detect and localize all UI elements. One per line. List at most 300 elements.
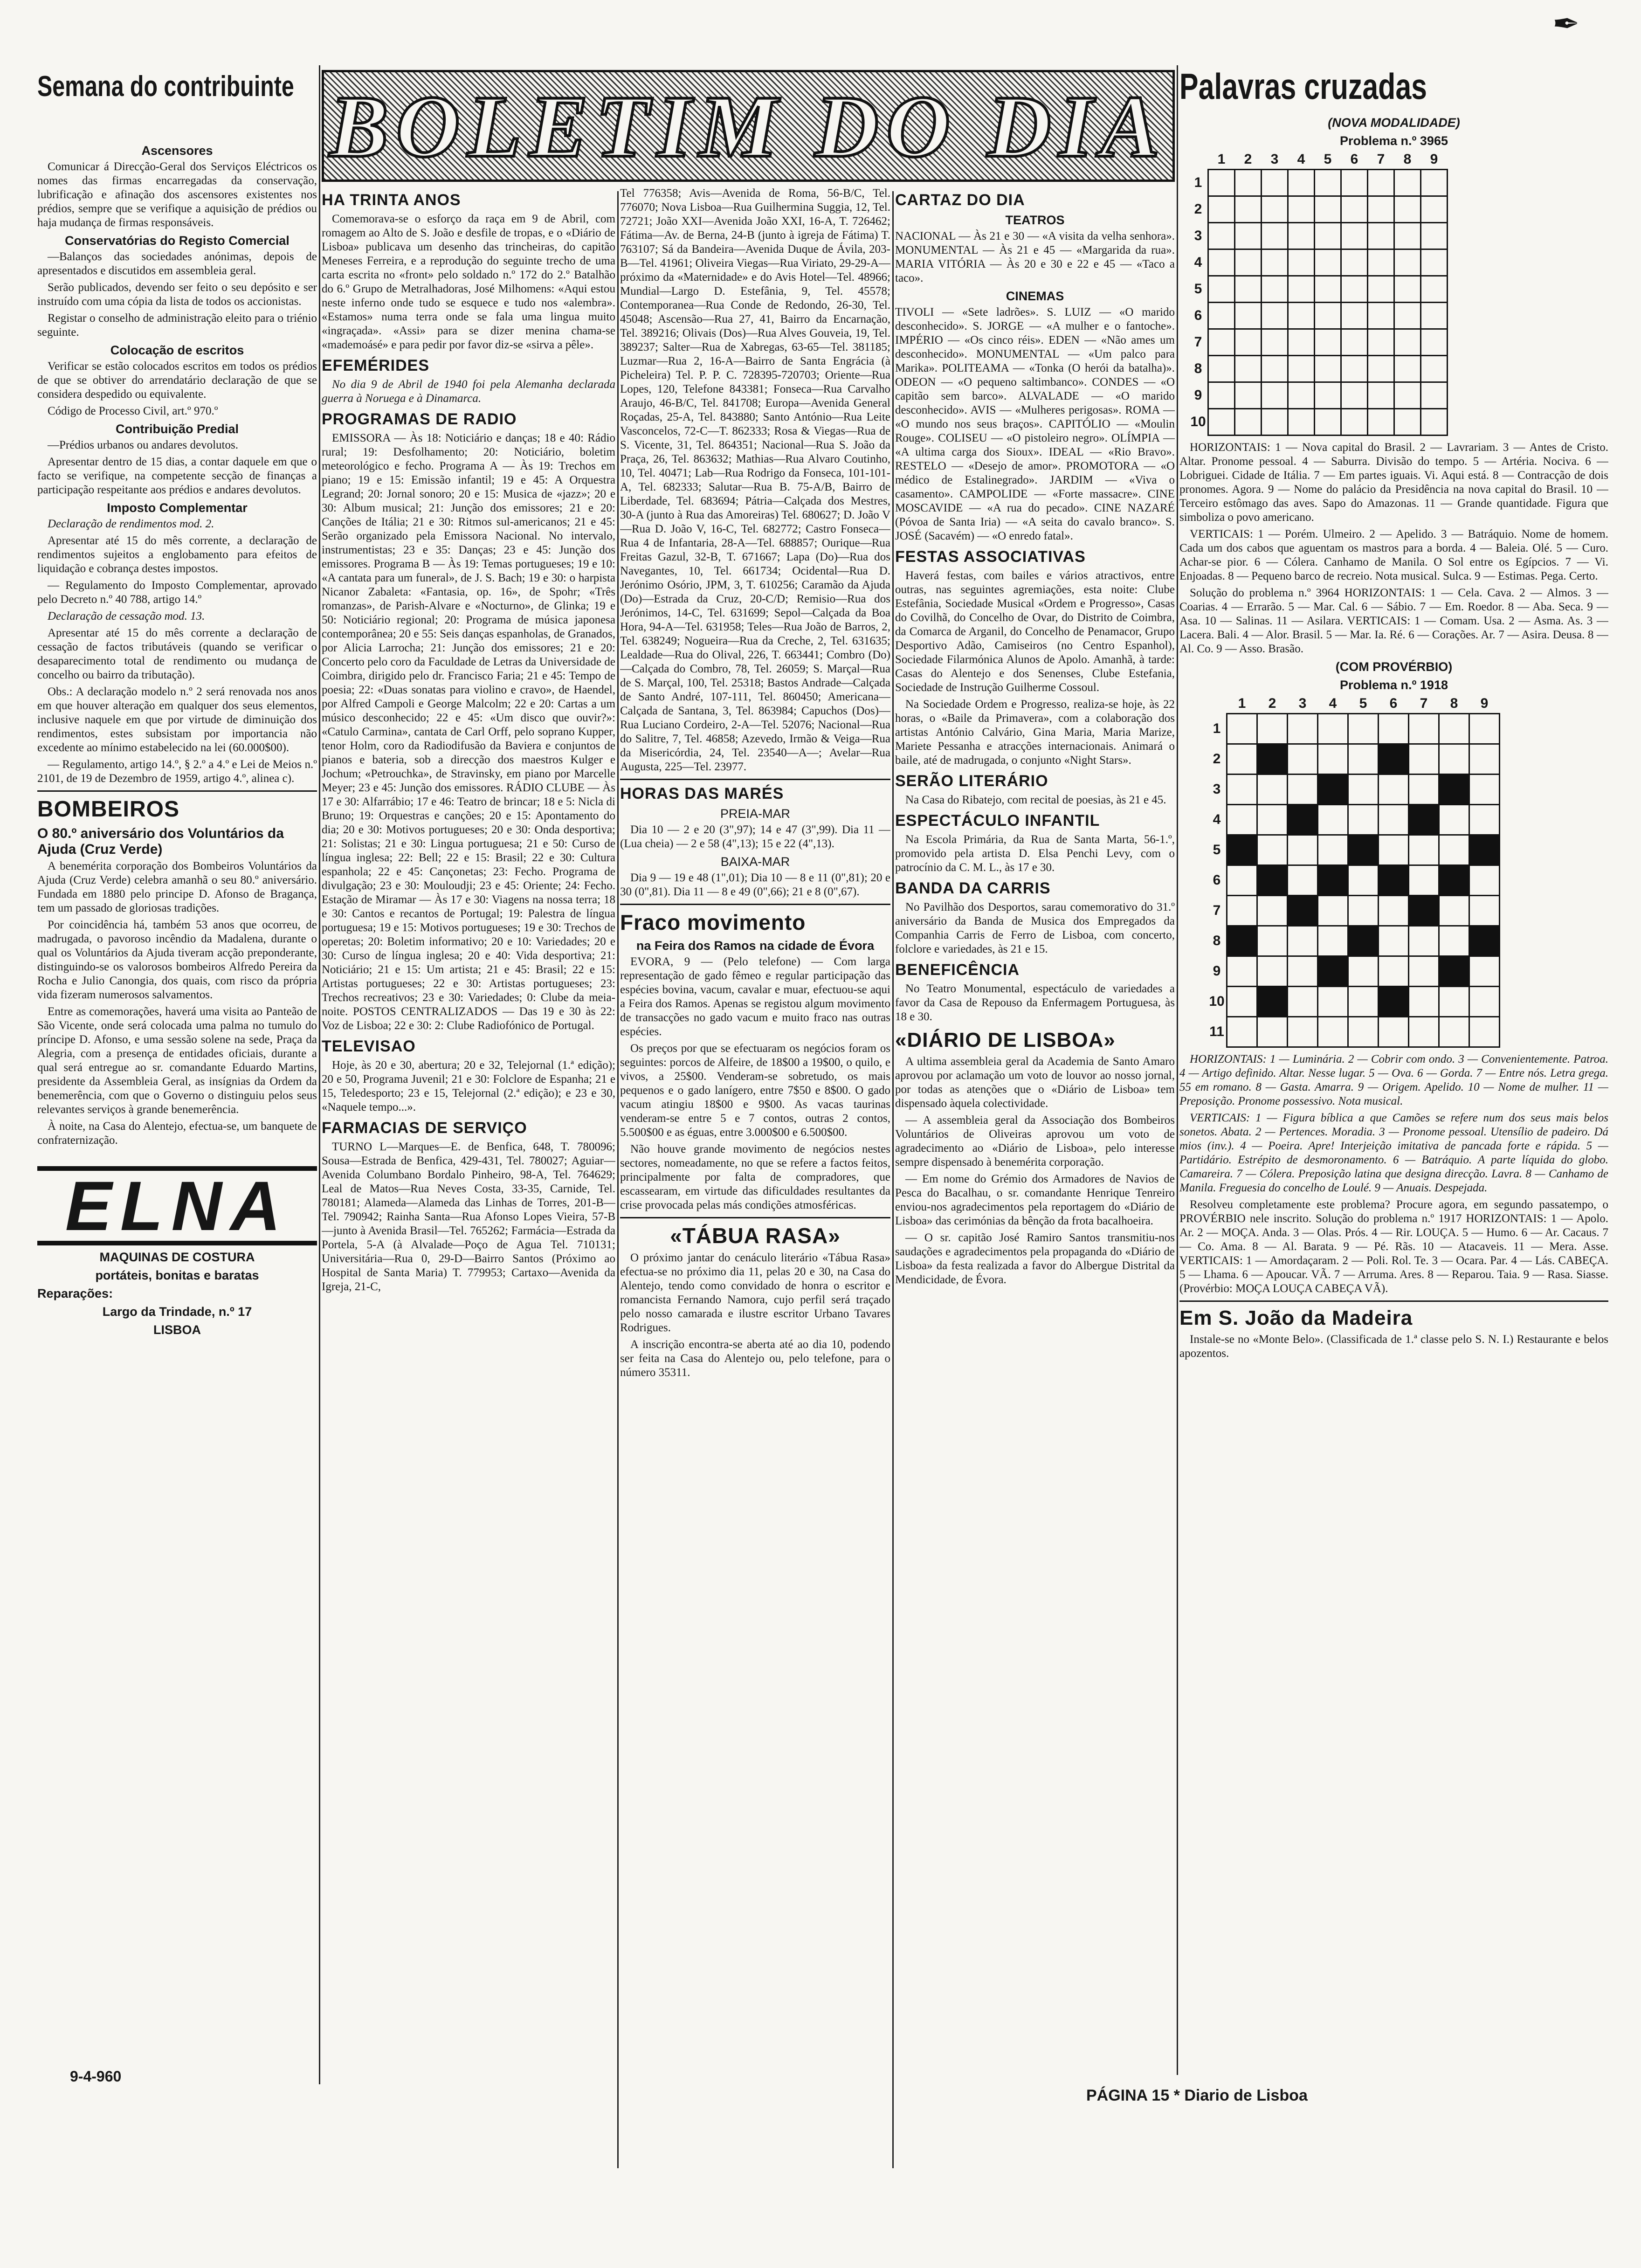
section-heading: HA TRINTA ANOS [322, 191, 461, 209]
grid-column-number: 3 [1270, 152, 1279, 167]
paragraph: Serão publicados, devendo ser feito o seu depósito e ser instruído com uma cópia da lista de todos os accionistas. [37, 281, 317, 308]
paragraph: Dia 10 — 2 e 20 (3",97); 14 e 47 (3",99). Dia 11 — (Lua cheia) — 2 e 58 (4",13); 15 e 22 (4",13). [620, 823, 890, 850]
section-heading: FESTAS ASSOCIATIVAS [895, 548, 1086, 566]
grid-row-number: 6 [1194, 308, 1202, 323]
grid-cell [1368, 303, 1394, 329]
column-cartaz [895, 187, 1175, 2168]
grid-cell [1262, 356, 1288, 382]
grid-cell [1262, 196, 1288, 223]
grid-row-number: 3 [1194, 228, 1202, 243]
column-divider [892, 191, 894, 2168]
clues-vertical: VERTICAIS: 1 — Porém. Ulmeiro. 2 — Apelido. 3 — Batráquio. Nome de homem. Cada um dos cabos que aguentam os mastros para a borda. 4 — Baleia. Olé. 5 — Curo. Achar-se pior. 6 — Cólera. Canhamo de Manila. O Sol entre os Egípcios. 7 — Vi. Enjoadas. 8 — Pequeno barco de recreio. Nota musical. Sulca. 9 — Estimas. Pega. Certo. [1179, 528, 1608, 582]
paragraph: Na Escola Primária, da Rua de Santa Marta, 56-1.º, promovido pela artista D. Elsa Penchi Levy, com o patrocínio da C. M. L., às 17 e 30. [895, 833, 1175, 874]
grid-row-number: 7 [1213, 903, 1221, 918]
grid-cell [1409, 956, 1439, 987]
grid-cell [1227, 896, 1257, 926]
grid-cell [1288, 926, 1318, 956]
grid-cell [1348, 1017, 1379, 1047]
grid-column-number: 1 [1217, 152, 1226, 167]
section-heading: ESPECTÁCULO INFANTIL [895, 812, 1100, 830]
grid-cell [1421, 356, 1448, 382]
page-date: 9-4-960 [70, 2068, 122, 2085]
grid-cell [1348, 805, 1379, 835]
grid-cell [1208, 276, 1235, 303]
grid-cell [1341, 303, 1368, 329]
grid-cell [1262, 303, 1288, 329]
grid-cell [1318, 805, 1348, 835]
grid-row-number: 4 [1194, 255, 1202, 270]
paragraph: Verificar se estão colocados escritos em todos os prédios de que se obtiver do arrendatário declaração de que se considera despedido ou equivalente. [37, 360, 317, 401]
paragraph: — Regulamento do Imposto Complementar, aprovado pelo Decreto n.º 40 788, artigo 14.º [37, 579, 317, 606]
grid-row-number: 8 [1194, 361, 1202, 376]
grid-cell [1288, 805, 1318, 835]
grid-cell [1288, 303, 1315, 329]
grid-cell [1235, 196, 1262, 223]
grid-column-number: 6 [1389, 696, 1398, 711]
grid-cell [1262, 249, 1288, 276]
grid-cell [1394, 382, 1421, 409]
grid-cell [1208, 170, 1235, 196]
grid-cell [1288, 1017, 1318, 1047]
crossword-subtitle: (NOVA MODALIDADE) [1328, 116, 1460, 130]
grid-cell [1379, 987, 1409, 1017]
grid-cell [1315, 303, 1341, 329]
section-heading: BENEFICÊNCIA [895, 961, 1020, 979]
paragraph: A benemérita corporação dos Bombeiros Voluntários da Ajuda (Cruz Verde) celebra amanhã o seu 80.º aniversário. Fundada em 1880 pelo principe D. Afonso de Bragança, tem um passado de gloriosas tradições. [37, 860, 317, 914]
grid-cell [1439, 956, 1469, 987]
grid-cell [1257, 926, 1288, 956]
column-title-semana: Semana do contribuinte [37, 70, 294, 103]
grid-cell [1235, 356, 1262, 382]
grid-cell [1348, 714, 1379, 744]
section-subheading: CINEMAS [1006, 289, 1064, 303]
grid-cell [1379, 865, 1409, 896]
grid-cell [1318, 774, 1348, 805]
grid-cell [1379, 805, 1409, 835]
grid-cell [1409, 987, 1439, 1017]
section-heading: PROGRAMAS DE RADIO [322, 410, 517, 428]
page-footer: PÁGINA 15 * Diario de Lisboa [1086, 2087, 1308, 2104]
grid-cell [1469, 744, 1500, 774]
grid-cell [1421, 382, 1448, 409]
grid-cell [1227, 926, 1257, 956]
grid-cell [1262, 170, 1288, 196]
grid-cell [1257, 956, 1288, 987]
grid-cell [1288, 744, 1318, 774]
paragraph: Na Casa do Ribatejo, com recital de poesias, às 21 e 45. [905, 794, 1166, 806]
grid-cell [1368, 276, 1394, 303]
grid-cell [1227, 987, 1257, 1017]
grid-cell [1257, 987, 1288, 1017]
grid-cell [1341, 409, 1368, 436]
section-heading: Imposto Complementar [107, 501, 248, 515]
grid-cell [1227, 774, 1257, 805]
divider [620, 779, 890, 780]
grid-cell [1368, 196, 1394, 223]
section-heading: «TÁBUA RASA» [670, 1224, 841, 1248]
section-heading: Contribuição Predial [115, 422, 239, 436]
grid-column-number: 9 [1480, 696, 1489, 711]
paragraph: Apresentar dentro de 15 dias, a contar daquele em que o facto se verifique, na competente secção de finanças a participação respeitante aos prédios e andares devolutos. [37, 456, 317, 496]
paragraph: Na Sociedade Ordem e Progresso, realiza-se hoje, às 22 horas, o «Baile da Primavera», com a colaboração dos artistas António Calvário, Gina Maria, Maria Marize, Mariete Pessanha e atracções internacionais. Animará o baile, até de madrugada, o conjunto «Night Stars». [895, 698, 1175, 767]
grid-cell [1469, 926, 1500, 956]
grid-cell [1257, 714, 1288, 744]
divider [620, 904, 890, 905]
masthead [322, 70, 1175, 182]
grid-cell [1315, 223, 1341, 249]
grid-cell [1348, 926, 1379, 956]
grid-row-number: 3 [1213, 781, 1221, 797]
grid-cell [1368, 329, 1394, 356]
grid-cell [1288, 170, 1315, 196]
section-heading: Fraco movimento [620, 910, 806, 934]
grid-cell [1288, 987, 1318, 1017]
grid-row-number: 2 [1194, 201, 1202, 217]
grid-cell [1341, 223, 1368, 249]
column-palavras-cruzadas [1179, 112, 1608, 2117]
grid-cell [1341, 196, 1368, 223]
grid-cell [1469, 896, 1500, 926]
paragraph: A inscrição encontra-se aberta até ao dia 10, podendo ser feita na Casa do Alentejo ou, pelo telefone, para o número 35311. [620, 1338, 890, 1379]
solution: Resolveu completamente este problema? Procure agora, em segundo passatempo, o PROVÉRBIO nele inscrito. Solução do problema n.º 1917 HORIZONTAIS: 1 — Apolo. Ar. 2 — MOÇA. Anda. 3 — Olas. Prós. 4 — Rir. LOUÇA. 5 — Humo. 6 — Ar. Cacaus. 7 — Co. Ama. 8 — Al. Barata. 9 — Pé. Rãs. 10 — Atacaveis. 11 — Mera. Asse. VERTICAIS: 1 — Amordaçaram. 2 — Poli. Rol. Te. 3 — Ocara. Par. 4 — Lás. CABEÇA. 5 — Lhama. 6 — Apoucar. VÃ. 7 — Arruma. Ares. 8 — Reparou. Taia. 9 — Rasa. Siasse. (Provérbio: MOÇA LOUÇA CABEÇA VÃ). [1179, 1198, 1608, 1295]
grid-cell [1394, 170, 1421, 196]
ad-line: MAQUINAS DE COSTURA [99, 1250, 255, 1264]
paragraph: Tel 776358; Avis—Avenida de Roma, 56-B/C, Tel. 776070; Nova Lisboa—Rua Guilhermina Suggia, 12, Tel. 72721; João XXI—Avenida João XXI, 16-A, T. 726462; Fátima—Av. de Berna, 24-B (junto à igreja de Fátima) T. 763107; Sá da Bandeira—Avenida Duque de Ávila, 203-B—Tel. 41961; Oliveira Viegas—Rua Viriato, 29-29-A—próximo da «Maternidade» e do Avis Hotel—Tel. 48966; Mundial—Largo D. Estefânia, 9, Tel. 45578; Contemporanea—Rua Conde de Redondo, 26-30, Tel. 45048; Ascensão—Rua 27, 41, Bairro da Encarnação, Tel. 389216; Olivais (Dos)—Rua Alves Gouveia, 19, Tel. 389237; Salter—Rua de Xabregas, 63-65—Tel. 381185; Luzmar—Rua 2, 16-A—Bairro de Santa Engrácia (à Picheleira) Tel. P. P. C. 728395-720703; Oriente—Rua Lopes, 120, Telefone 843381; Fonseca—Rua Carvalho Araujo, 46-B/C, Tel. 841708; Europa—Avenida General Roçadas, 25-A, Tel. 843880; Santo António—Rua Leite Vasconcelos, 72-C—T. 862333; Rosa & Viegas—Rua de S. Vicente, 31, Tel. 864351; Nacional—Rua S. João da Praça, 26, Tel. 863632; Mathias—Rua Alvaro Coutinho, 10, Tel. 40471; Lab—Rua Rodrigo da Fonseca, 101-101-A, Tel. 682333; Salutar—Rua B. 75-A/B, Bairro de Liberdade, Tel. 683694; Pátria—Calçada dos Mestres, 30-A (junto à Rua das Amoreiras) Tel. 680627; D. João V—Rua D. João V, 16-C, Tel. 682772; Castro Fonseca—Rua 4 de Infantaria, 28-A—Tel. 688857; Ourique—Rua Freitas Gazul, 32-B, T. 671667; Lapa (Do)—Rua dos Navegantes, 10, Tel. 661734; Ocidental—Rua D. Jerónimo Osório, JPM, 3, T. 610256; Caramão da Ajuda (Do)—Estrada da Cruz, 20-C/D; Remisio—Rua dos Jerónimos, 14-C, Tel. 631699; Sepol—Calçada da Boa Hora, 94-A—Tel. 631958; Teles—Rua João de Barros, 2, Tel. 638249; Nogueira—Rua da Creche, 2, Tel. 631635; Lealdade—Rua do Olival, 226, T. 663441; Combro (Do)—Calçada do Combro, 78, Tel. 26059; S. Marçal—Rua de S. Marçal, 100, Tel. 25318; Bastos Andrade—Calçada de Santo André, 107-111, Tel. 860450; Americana—Calçada de Santana, 3, Tel. 863984; Capuchos (Dos)—Rua Luciano Cordeiro, 2-A—Tel. 52076; Nacional—Rua do Salitre, 7, Tel. 46858; Azevedo, Irmão & Veiga—Rua da Misericórdia, 24, Tel. 23540—A—; Avelar—Rua Augusta, 225—Tel. 23977. [620, 187, 890, 773]
grid-cell [1469, 805, 1500, 835]
grid-cell [1235, 329, 1262, 356]
section-subheading: PREIA-MAR [720, 807, 791, 821]
section-heading: FARMACIAS DE SERVIÇO [322, 1119, 527, 1137]
section-heading: Colocação de escritos [110, 343, 244, 357]
grid-column-number: 6 [1350, 152, 1358, 167]
grid-cell [1318, 835, 1348, 865]
paragraph: —Balanços das sociedades anónimas, depois de apresentados e discutidos em assembleia geral. [37, 250, 317, 277]
grid-cell [1288, 249, 1315, 276]
paragraph: Entre as comemorações, haverá uma visita ao Panteão de São Vicente, onde será colocada uma palma no tumulo do príncipe D. Afonso, e uma sessão solene na sede, Praça da Alegria, com a presença de entidades oficiais, durante a qual será entregue ao sr. comandante Eduardo Martins, presidente da Assembleia Geral, as insígnias da Ordem da benemerência, com que o Governo o distinguiu pelos seus relevantes serviços à grande benemerência. [37, 1005, 317, 1116]
grid-cell [1262, 276, 1288, 303]
grid-column-number: 2 [1268, 696, 1276, 711]
grid-cell [1368, 170, 1394, 196]
grid-row-number: 2 [1213, 751, 1221, 767]
paragraph: À noite, na Casa do Alentejo, efectua-se, um banquete de confraternização. [37, 1120, 317, 1147]
paragraph: Dia 9 — 19 e 48 (1",01); Dia 10 — 8 e 11 (0",81); 20 e 30 (0",81). Dia 11 — 8 e 49 (0",66); 21 e 8 (0",67). [620, 871, 890, 898]
section-subheading: BAIXA-MAR [720, 855, 790, 869]
grid-cell [1318, 987, 1348, 1017]
grid-column-number: 4 [1297, 152, 1305, 167]
grid-cell [1379, 774, 1409, 805]
grid-cell [1379, 956, 1409, 987]
grid-row-number: 8 [1213, 933, 1221, 948]
clues-vertical: VERTICAIS: 1 — Figura bíblica a que Camões se refere num dos seus mais belos sonetos. Abata. 2 — Pertences. Moradia. 3 — Pronome pessoal. Utensílio de padeiro. Dá mios (inv.). 4 — Poeira. Apre! Interjeição imitativa de pancada forte e rápida. 5 — Partidário. Estrépito de desmoronamento. 6 — Batráquio. A parte líquida do globo. Camareira. 7 — Cólera. Preposição latina que designa direcção. Lavra. 8 — Canhamo de Manila. Freguesia do concelho de Loulé. 9 — Anuais. Despejada. [1179, 1112, 1608, 1194]
grid-cell [1262, 223, 1288, 249]
grid-cell [1315, 249, 1341, 276]
column-boletim-1 [322, 187, 615, 2178]
grid-column-number: 7 [1377, 152, 1385, 167]
grid-cell [1235, 382, 1262, 409]
grid-cell [1227, 835, 1257, 865]
grid-cell [1227, 956, 1257, 987]
grid-cell [1257, 774, 1288, 805]
solution: Solução do problema n.º 3964 HORIZONTAIS: 1 — Cela. Cava. 2 — Almos. 3 — Coarias. 4 — Errarão. 5 — Mar. Cal. 6 — Sábio. 7 — Em. Roedor. 8 — Aba. Seca. 9 — Asa. 10 — Salinas. 11 — Asilara. VERTICAIS: 1 — Comam. Usa. 2 — Asma. As. 3 — Lacera. Bali. 4 — Alor. Brasil. 5 — Mar. Ia. Ré. 6 — Corações. Ar. 7 — Asira. Deusa. 8 — Al. Co. 9 — Asso. Brasão. [1179, 587, 1608, 655]
paragraph: No Pavilhão dos Desportos, sarau comemorativo do 31.º aniversário da Banda de Musica dos Empregados da Companhia Carris de Ferro de Lisboa, com concerto, folclore e variedades, às 21 e 15. [895, 901, 1175, 955]
grid-cell [1208, 196, 1235, 223]
grid-cell [1421, 409, 1448, 436]
section-heading: BOMBEIROS [37, 797, 180, 822]
grid-cell [1288, 896, 1318, 926]
ad-line: portáteis, bonitas e baratas [95, 1268, 259, 1282]
grid-column-number: 2 [1244, 152, 1252, 167]
column-divider [319, 65, 320, 2084]
paragraph: — Em nome do Grémio dos Armadores de Navios de Pesca do Bacalhau, o sr. comandante Henrique Tenreiro enviou-nos agradecimentos pela reportagem do «Diário de Lisboa» das cerimónias da bênção da frota bacalhoeira. [895, 1173, 1175, 1227]
grid-cell [1469, 865, 1500, 896]
grid-cell [1315, 170, 1341, 196]
grid-cell [1235, 170, 1262, 196]
grid-cell [1257, 896, 1288, 926]
grid-cell [1409, 865, 1439, 896]
section-heading: TELEVISAO [322, 1037, 416, 1055]
grid-cell [1469, 774, 1500, 805]
grid-column-number: 8 [1403, 152, 1412, 167]
grid-cell [1368, 382, 1394, 409]
grid-cell [1208, 382, 1235, 409]
grid-cell [1318, 956, 1348, 987]
grid-cell [1227, 865, 1257, 896]
grid-column-number: 9 [1430, 152, 1438, 167]
grid-cell [1368, 223, 1394, 249]
grid-cell [1421, 329, 1448, 356]
divider [37, 790, 317, 792]
grid-cell [1368, 249, 1394, 276]
grid-cell [1315, 276, 1341, 303]
crossword-number: Problema n.º 3965 [1340, 134, 1448, 148]
section-heading: Conservatórias do Registo Comercial [65, 234, 290, 248]
grid-cell [1315, 356, 1341, 382]
grid-cell [1439, 987, 1469, 1017]
grid-cell [1421, 249, 1448, 276]
grid-cell [1208, 356, 1235, 382]
grid-cell [1235, 276, 1262, 303]
grid-row-number: 5 [1213, 842, 1221, 857]
grid-cell [1409, 744, 1439, 774]
grid-cell [1288, 835, 1318, 865]
paragraph: Hoje, às 20 e 30, abertura; 20 e 32, Telejornal (1.ª edição); 20 e 50, Programa Juvenil; 21 e 30: Folclore de Espanha; 21 e 15, Teledesporto; 23 e 15, Telejornal (2.ª edição); e 23 e 30, «Naquele tempo...». [322, 1059, 615, 1113]
paragraph: EMISSORA — Às 18: Noticiário e danças; 18 e 40: Rádio rural; 19: Desfolhamento; 20: Noticiário, boletim meteorológico e fecho. Programa A — Às 19: Trechos em piano; 19 e 15: Emissão infantil; 19 e 45: A Orquestra Legrand; 20: Jornal sonoro; 20 e 15: Musica de «jazz»; 20 e 30: Album musical; 21: Junção dos emissores; 21 e 20: Canções de Itália; 21 e 30: Ritmos sul-americanos; 21 e 45: Serão organizado pela Emissora Nacional. No intervalo, instrumentistas; 23 e 35: Danças; 23 e 45: Junção dos emissores. Programa B — Às 19: Temas portugueses; 19 e 10: «A cantata para um funeral», de J. S. Bach; 19 e 30: o harpista Nicanor Zabaleta: «Fantasia, op. 16», de Spohr; «Três romanzas», de Parish-Alvare e «Nocturno», de Glinka; 19 e 50: Noticiário regional; 20: Programa de música japonesa contemporânea; 20 e 55: Seis danças espanholas, de Granados, por Alicia Larrocha; 21: Junção dos emissores; 21 e 20: Concerto pelo coro da Faculdade de Letras da Universidade de Coimbra, dirigido pelo dr. Francisco Faria; 21 e 45: Tempo de poesia; 22: «Duas sonatas para violino e cravo», de Haendel, por Alfred Campoli e George Malcolm; 22 e 20: Cartas a um músico desconhecido; 22 e 45: «Um disco que ouvir?»: «Catulo Carmina», cantata de Carl Orff, pelo soprano Kupper, tenor Holm, coro da Radiodifusão da Baviera e conjuntos de pianos e bateria, sob a direcção dos maestros Kulger e Jochum; «Petrouchka», de Stravinsky, em piano por Marcelle Meyer; 23 e 45: Junção dos emissores. RÁDIO CLUBE — Às 17 e 30: Alfarrábio; 17 e 46: Teatro de brincar; 18 e 5: Nicla di Bruno; 19: Orquestras e canções; 20 e 15: Apontamento do dia; 20 e 30: Motivos portugueses; 20 e 30: Onda desportiva; 21: Solistas; 21 e 30: Lingua portuguesa; 21 e 50: Curso de língua inglesa; 22: Bell; 22 e 15: Brasil; 22 e 30: Cultura espanhola; 22 e 45: Cançonetas; 23: Fecho. Programa de divulgação; 23 e 30: Mouloudji; 23 e 45: Oriente; 24: Fecho. Estação de Miramar — Às 17 e 30: Viagens na nossa terra; 18 e 30: Cantos e recantos de Portugal; 19: Palestra de língua portuguesa; 19 e 15: Motivos portugueses; 19 e 30: Trechos de operetas; 20: Boletim informativo; 20 e 10: Variedades; 20 e 30: Curso de língua inglesa; 20 e 40: Vida desportiva; 21: Noticiário; 21 e 15: Um artista; 21 e 45: Brasil; 22 e 15: Artistas portugueses; 22 e 30: Artistas portugueses; 23: Trechos recreativos; 23 e 30: Variedades; 0: Clube da meia-noite. POSTOS CENTRALIZADOS — Das 19 e 30 às 22: Voz de Lisboa; 22 e 30: 2: Clube Radiofónico de Portugal. [322, 432, 615, 1032]
grid-cell [1262, 409, 1288, 436]
grid-cell [1368, 409, 1394, 436]
section-subheading: TEATROS [1005, 213, 1065, 227]
paragraph: TIVOLI — «Sete ladrões». S. LUIZ — «O marido desconhecido». S. JORGE — «A mulher e o fantoche». IMPÉRIO — «Os cinco réis». EDEN — «Não ames um desconhecido». MONUMENTAL — «Um palco para Marika». POLITEAMA — «Tonka (O herói da batalha)». ODEON — «O pequeno saltimbanco». CONDES — «O capitão sem barco». ALVALADE — «O marido desconhecido». AVIS — «Mulheres perigosas». ROMA — «O mundo nos seus braços». CAPITÓLIO — «Moulin Rouge». COLISEU — «O pistoleiro negro». OLÍMPIA — «A ultima carga dos Sioux». IDEAL — «Rio Bravo». RESTELO — «Desejo de amor». PROMOTORA — «O médico de Estalinegrado». JARDIM — «Viva o casamento». CAMPOLIDE — «Forte massacre». CINE MOSCAVIDE — «A rua do pecado». CINE NAZARÉ (Póvoa de Santa Iria) — «A seita do cavalo branco». S. JOSÉ (Sacavém) — «O enredo fatal». [895, 306, 1175, 542]
grid-cell [1394, 303, 1421, 329]
grid-cell [1348, 835, 1379, 865]
clues-horizontal: HORIZONTAIS: 1 — Luminária. 2 — Cobrir com ondo. 3 — Convenientemente. Patroa. 4 — Artigo definido. Altar. Nesse lugar. 5 — Ova. 6 — Gorda. 7 — Entre nós. Letra grega. 55 em romano. 8 — Gasta. Amarra. 9 — Origem. Apelido. 10 — Nome de mulher. 11 — Preposição. Pronome possessivo. Nota musical. [1179, 1053, 1608, 1107]
grid-cell [1318, 865, 1348, 896]
grid-cell [1208, 329, 1235, 356]
grid-cell [1379, 1017, 1409, 1047]
grid-cell [1368, 356, 1394, 382]
grid-cell [1394, 329, 1421, 356]
grid-cell [1318, 896, 1348, 926]
section-heading: EFEMÉRIDES [322, 357, 430, 374]
grid-cell [1409, 896, 1439, 926]
grid-cell [1288, 409, 1315, 436]
grid-row-number: 10 [1209, 994, 1225, 1009]
grid-cell [1262, 382, 1288, 409]
grid-cell [1394, 196, 1421, 223]
grid-cell [1409, 714, 1439, 744]
elna-logo: ELNA [37, 1166, 317, 1245]
column-divider [1177, 65, 1178, 2075]
grid-cell [1439, 896, 1469, 926]
section-subheading: O 80.º aniversário dos Voluntários da Ajuda (Cruz Verde) [37, 826, 284, 857]
grid-cell [1348, 956, 1379, 987]
crossword-title: Palavras cruzadas [1179, 66, 1427, 107]
grid-cell [1288, 714, 1318, 744]
grid-cell [1315, 409, 1341, 436]
grid-row-number: 11 [1209, 1024, 1224, 1039]
grid-cell [1288, 223, 1315, 249]
paragraph: Declaração de rendimentos mod. 2. [48, 518, 214, 530]
grid-cell [1341, 170, 1368, 196]
grid-cell [1439, 774, 1469, 805]
paragraph: Declaração de cessação mod. 13. [48, 610, 205, 622]
grid-cell [1235, 409, 1262, 436]
grid-cell [1315, 329, 1341, 356]
grid-row-number: 10 [1190, 414, 1206, 429]
grid-cell [1379, 835, 1409, 865]
grid-cell [1208, 223, 1235, 249]
paragraph: — Regulamento, artigo 14.º, § 2.º a 4.º e Lei de Meios n.º 2101, de 19 de Dezembro de 1959, artigo 4.º, alinea c). [37, 758, 317, 785]
grid-cell [1235, 303, 1262, 329]
paragraph: No dia 9 de Abril de 1940 foi pela Alemanha declarada guerra à Noruega e à Dinamarca. [322, 378, 615, 405]
section-subheading: na Feira dos Ramos na cidade de Évora [636, 939, 875, 953]
grid-cell [1379, 896, 1409, 926]
column-divider [617, 191, 619, 2168]
grid-cell [1257, 805, 1288, 835]
grid-cell [1348, 896, 1379, 926]
paragraph: Haverá festas, com bailes e vários atractivos, entre outras, nas seguintes agremiações, esta noite: Clube Estefânia, Sociedade Musical «Ordem e Progresso», Casas do Covilhã, do Concelho de Ovar, do Distrito de Coimbra, da Comarca de Arganil, do Concelho de Penamacor, Grupo Desportivo Adão, Camiseiros (no Centro Espanhol), Sociedade Filarmónica Alunos de Apolo. Amanhã, à tarde: Casas do Alentejo e dos Senenses, Clube Estefania, Sociedade de Instrução Guilherme Cossoul. [895, 569, 1175, 694]
grid-row-number: 5 [1194, 281, 1202, 297]
crossword-number: Problema n.º 1918 [1340, 678, 1448, 692]
grid-cell [1439, 865, 1469, 896]
section-heading: SERÃO LITERÁRIO [895, 772, 1048, 790]
grid-cell [1409, 805, 1439, 835]
paragraph: —Prédios urbanos ou andares devolutos. [48, 439, 238, 451]
divider [1179, 1300, 1608, 1302]
grid-cell [1439, 1017, 1469, 1047]
column-contribuinte [37, 140, 317, 2257]
grid-cell [1235, 223, 1262, 249]
section-heading: Ascensores [141, 144, 213, 158]
column-boletim-2 [620, 187, 890, 2178]
grid-cell [1318, 744, 1348, 774]
grid-cell [1379, 744, 1409, 774]
paragraph: Por coincidência há, também 53 anos que ocorreu, de madrugada, o pavoroso incêndio da Madalena, durante o qual os Voluntários da Ajuda tiveram acção preponderante, distinguindo-se os valorosos bombeiros Alfredo Pereira da Rocha e Julio Canongia, dos quais, com risco da própria vida fizeram numerosos salvamentos. [37, 919, 317, 1001]
clues-horizontal: HORIZONTAIS: 1 — Nova capital do Brasil. 2 — Lavrariam. 3 — Antes de Cristo. Altar. Pronome pessoal. 4 — Saburra. Divisão do tempo. 5 — Artéria. Nociva. 6 — Lobriguei. Cidade de Itália. 7 — Em partes iguais. Vi. Aqui está. 8 — Contracção de dois pronomes. Agora. 9 — Nome do palácio da Presidência na nova capital do Brasil. 10 — Terceiro estômago das aves. Sapo do Amazonas. 11 — Grande quantidade. Figura que simboliza o povo americano. [1179, 441, 1608, 524]
grid-row-number: 4 [1213, 812, 1221, 827]
grid-cell [1341, 276, 1368, 303]
section-heading: «DIÁRIO DE LISBOA» [895, 1029, 1116, 1051]
grid-cell [1394, 249, 1421, 276]
grid-cell [1439, 744, 1469, 774]
grid-column-number: 4 [1329, 696, 1337, 711]
grid-row-number: 9 [1213, 963, 1221, 979]
grid-cell [1469, 1017, 1500, 1047]
grid-cell [1257, 835, 1288, 865]
grid-cell [1288, 382, 1315, 409]
paragraph: EVORA, 9 — (Pelo telefone) — Com larga representação de gado fêmeo e regular participação das espécies bovina, vacum, cavalar e muar, efectuou-se aqui a Feira dos Ramos. Apenas se registou algum movimento de transacções no gado vacum e muito fraco nas outras espécies. [620, 955, 890, 1038]
grid-cell [1341, 382, 1368, 409]
grid-cell [1315, 196, 1341, 223]
paragraph: Obs.: A declaração modelo n.º 2 será renovada nos anos em que houver alteração em qualquer dos seus elementos, inclusive naquele em que por virtude de diminuição dos rendimentos, estes subsistam por importancia não excedente ao mínimo estabelecido na lei (60.000$00). [37, 685, 317, 754]
crossword-grid-1918 [1207, 694, 1500, 1048]
paragraph: TURNO L—Marques—E. de Benfica, 648, T. 780096; Sousa—Estrada de Benfica, 429-431, Tel. 780027; Aguiar—Avenida Columbano Bordalo Pinheiro, 98-A, Tel. 764629; Leal de Matos—Rua Neves Costa, 33-35, Carnide, Tel. 780181; Alameda—Alameda das Linhas de Torres, 201-B—Tel. 790942; Rainha Santa—Rua Afonso Lopes Vieira, 57-B—junto à Avenida Brasil—Tel. 765262; Farmácia—Estrada da Portela, 5-A (à Alvalade—Poço de Agua Tel. 710131; Universitária—Rua 0, 29-D—Bairro Santos (Próximo ao Hospital de Santa Maria) T. 779953; Cartaxo—Avenida da Igreja, 21-C, [322, 1141, 615, 1293]
grid-column-number: 3 [1298, 696, 1307, 711]
grid-cell [1227, 805, 1257, 835]
paragraph: NACIONAL — Às 21 e 30 — «A visita da velha senhora». MONUMENTAL — Às 21 e 45 — «Margarida da rua». MARIA VITÓRIA — Às 20 e 30 e 22 e 45 — «Taco a taco». [895, 230, 1175, 284]
paragraph: No Teatro Monumental, espectáculo de variedades a favor da Casa de Repouso da Enfermagem Portuguesa, às 18 e 30. [895, 982, 1175, 1023]
grid-cell [1208, 303, 1235, 329]
grid-cell [1394, 409, 1421, 436]
grid-cell [1288, 774, 1318, 805]
crossword-subtitle: (COM PROVÉRBIO) [1335, 660, 1453, 674]
grid-cell [1394, 276, 1421, 303]
grid-cell [1341, 249, 1368, 276]
grid-row-number: 7 [1194, 334, 1202, 350]
section-heading: HORAS DAS MARÉS [620, 785, 784, 802]
grid-cell [1421, 170, 1448, 196]
section-heading: Em S. João da Madeira [1179, 1307, 1413, 1329]
grid-cell [1439, 805, 1469, 835]
grid-cell [1439, 835, 1469, 865]
grid-cell [1227, 744, 1257, 774]
grid-cell [1227, 714, 1257, 744]
grid-cell [1315, 382, 1341, 409]
grid-cell [1394, 223, 1421, 249]
paragraph: Apresentar até 15 do mês corrente, a declaração de rendimentos sujeitos a englobamento para efeitos de liquidação e cobrança destes impostos. [37, 534, 317, 575]
grid-cell [1348, 987, 1379, 1017]
grid-cell [1421, 223, 1448, 249]
grid-cell [1409, 1017, 1439, 1047]
paragraph: — A assembleia geral da Associação dos Bombeiros Voluntários de Oliveiras aprovou um voto de agradecimento ao «Diário de Lisboa», pelo interesse sempre dispensado à benemérita corporação. [895, 1114, 1175, 1169]
grid-column-number: 1 [1238, 696, 1246, 711]
grid-row-number: 1 [1213, 721, 1221, 736]
section-heading: CARTAZ DO DIA [895, 191, 1025, 209]
grid-cell [1409, 926, 1439, 956]
grid-cell [1469, 835, 1500, 865]
grid-cell [1394, 356, 1421, 382]
divider [620, 1217, 890, 1218]
grid-cell [1409, 835, 1439, 865]
grid-cell [1439, 926, 1469, 956]
paragraph: Não houve grande movimento de negócios nestes sectores, nomeadamente, no que se refere a factos feitos, principalmente por falta de compradores, que escassearam, em virtude das dificuldades resultantes da crise provocada pelas más condições atmosféricas. [620, 1143, 890, 1211]
grid-cell [1348, 865, 1379, 896]
paragraph: Código de Processo Civil, art.º 970.º [48, 405, 218, 417]
grid-row-number: 1 [1194, 175, 1202, 190]
ad-line: Largo da Trindade, n.º 17 [102, 1305, 252, 1319]
grid-cell [1288, 196, 1315, 223]
masthead-title: BOLETIM DO DIA [329, 78, 1167, 176]
grid-row-number: 9 [1194, 387, 1202, 403]
crossword-grid-3965 [1189, 150, 1448, 436]
ad-line: LISBOA [153, 1323, 201, 1337]
grid-cell [1379, 714, 1409, 744]
grid-cell [1469, 956, 1500, 987]
paragraph: Instale-se no «Monte Belo». (Classificada de 1.ª classe pelo S. N. I.) Restaurante e belos apozentos. [1179, 1333, 1608, 1360]
paragraph: Registar o conselho de administração eleito para o triénio seguinte. [37, 312, 317, 339]
grid-cell [1257, 1017, 1288, 1047]
grid-cell [1379, 926, 1409, 956]
grid-cell [1208, 249, 1235, 276]
